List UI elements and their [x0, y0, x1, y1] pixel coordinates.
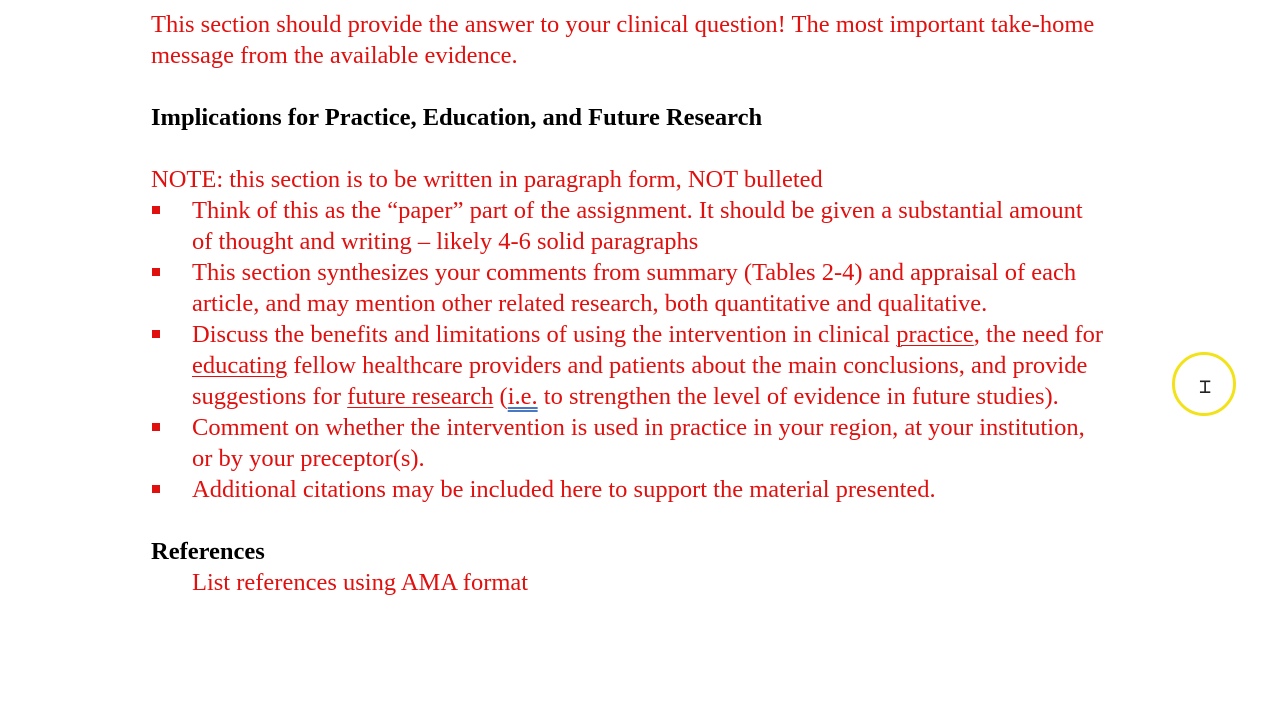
bullet-5-line-1: Additional citations may be included here to support the material presented.: [192, 476, 936, 503]
bullet-4-line-2: or by your preceptor(s).: [192, 445, 425, 472]
bullet-item-2: [192, 257, 1076, 319]
square-bullet-icon: [152, 206, 160, 214]
bullet-3-text: (: [493, 383, 508, 410]
educating-underlined-word[interactable]: educating: [192, 352, 288, 379]
references-heading: References: [151, 538, 265, 565]
implications-note: NOTE: this section is to be written in paragraph form, NOT bulleted: [151, 166, 823, 193]
text-cursor-icon: ⌶: [1199, 374, 1212, 398]
bullet-4-line-1: Comment on whether the intervention is used in practice in your region, at your institution,: [192, 414, 1085, 441]
square-bullet-icon: [152, 423, 160, 431]
bullet-1-line-1: Think of this as the “paper” part of the assignment. It should be given a substantial amount: [192, 197, 1083, 224]
future-research-underlined-phrase[interactable]: future research: [347, 383, 494, 410]
references-instruction: List references using AMA format: [192, 569, 529, 596]
bullet-2-line-1: This section synthesizes your comments from summary (Tables 2-4) and appraisal of each: [192, 259, 1077, 286]
bullet-3-line-1: [192, 319, 1103, 350]
bullet-2-line-2: article, and may mention other related research, both quantitative and qualitative.: [192, 290, 988, 317]
bullet-3-text: , the need for: [973, 321, 1104, 348]
conclusion-paragraph: [151, 9, 1094, 71]
ie-grammar-flag[interactable]: i.e.: [507, 383, 538, 410]
bullet-item-3: [192, 319, 1103, 412]
bullet-3-text: fellow healthcare providers and patients about the main conclusions, and provide: [287, 352, 1088, 379]
practice-underlined-word[interactable]: practice: [896, 321, 974, 348]
square-bullet-icon: [152, 268, 160, 276]
square-bullet-icon: [152, 485, 160, 493]
bullet-1-line-2: of thought and writing – likely 4-6 solid paragraphs: [192, 228, 699, 255]
bullet-item-1: [192, 195, 1083, 257]
bullet-3-text: Discuss the benefits and limitations of using the intervention in clinical: [192, 321, 897, 348]
square-bullet-icon: [152, 330, 160, 338]
bullet-3-line-3: [192, 381, 1103, 412]
implications-heading: Implications for Practice, Education, and Future Research: [151, 104, 763, 131]
bullet-item-5: [192, 474, 936, 505]
conclusion-line-1: This section should provide the answer to your clinical question! The most important take-home: [151, 11, 1095, 38]
bullet-item-4: [192, 412, 1085, 474]
bullet-3-text: suggestions for: [192, 383, 348, 410]
bullet-3-line-2: [192, 350, 1103, 381]
conclusion-line-2: message from the available evidence.: [151, 42, 518, 69]
bullet-3-text: to strengthen the level of evidence in future studies).: [537, 383, 1059, 410]
